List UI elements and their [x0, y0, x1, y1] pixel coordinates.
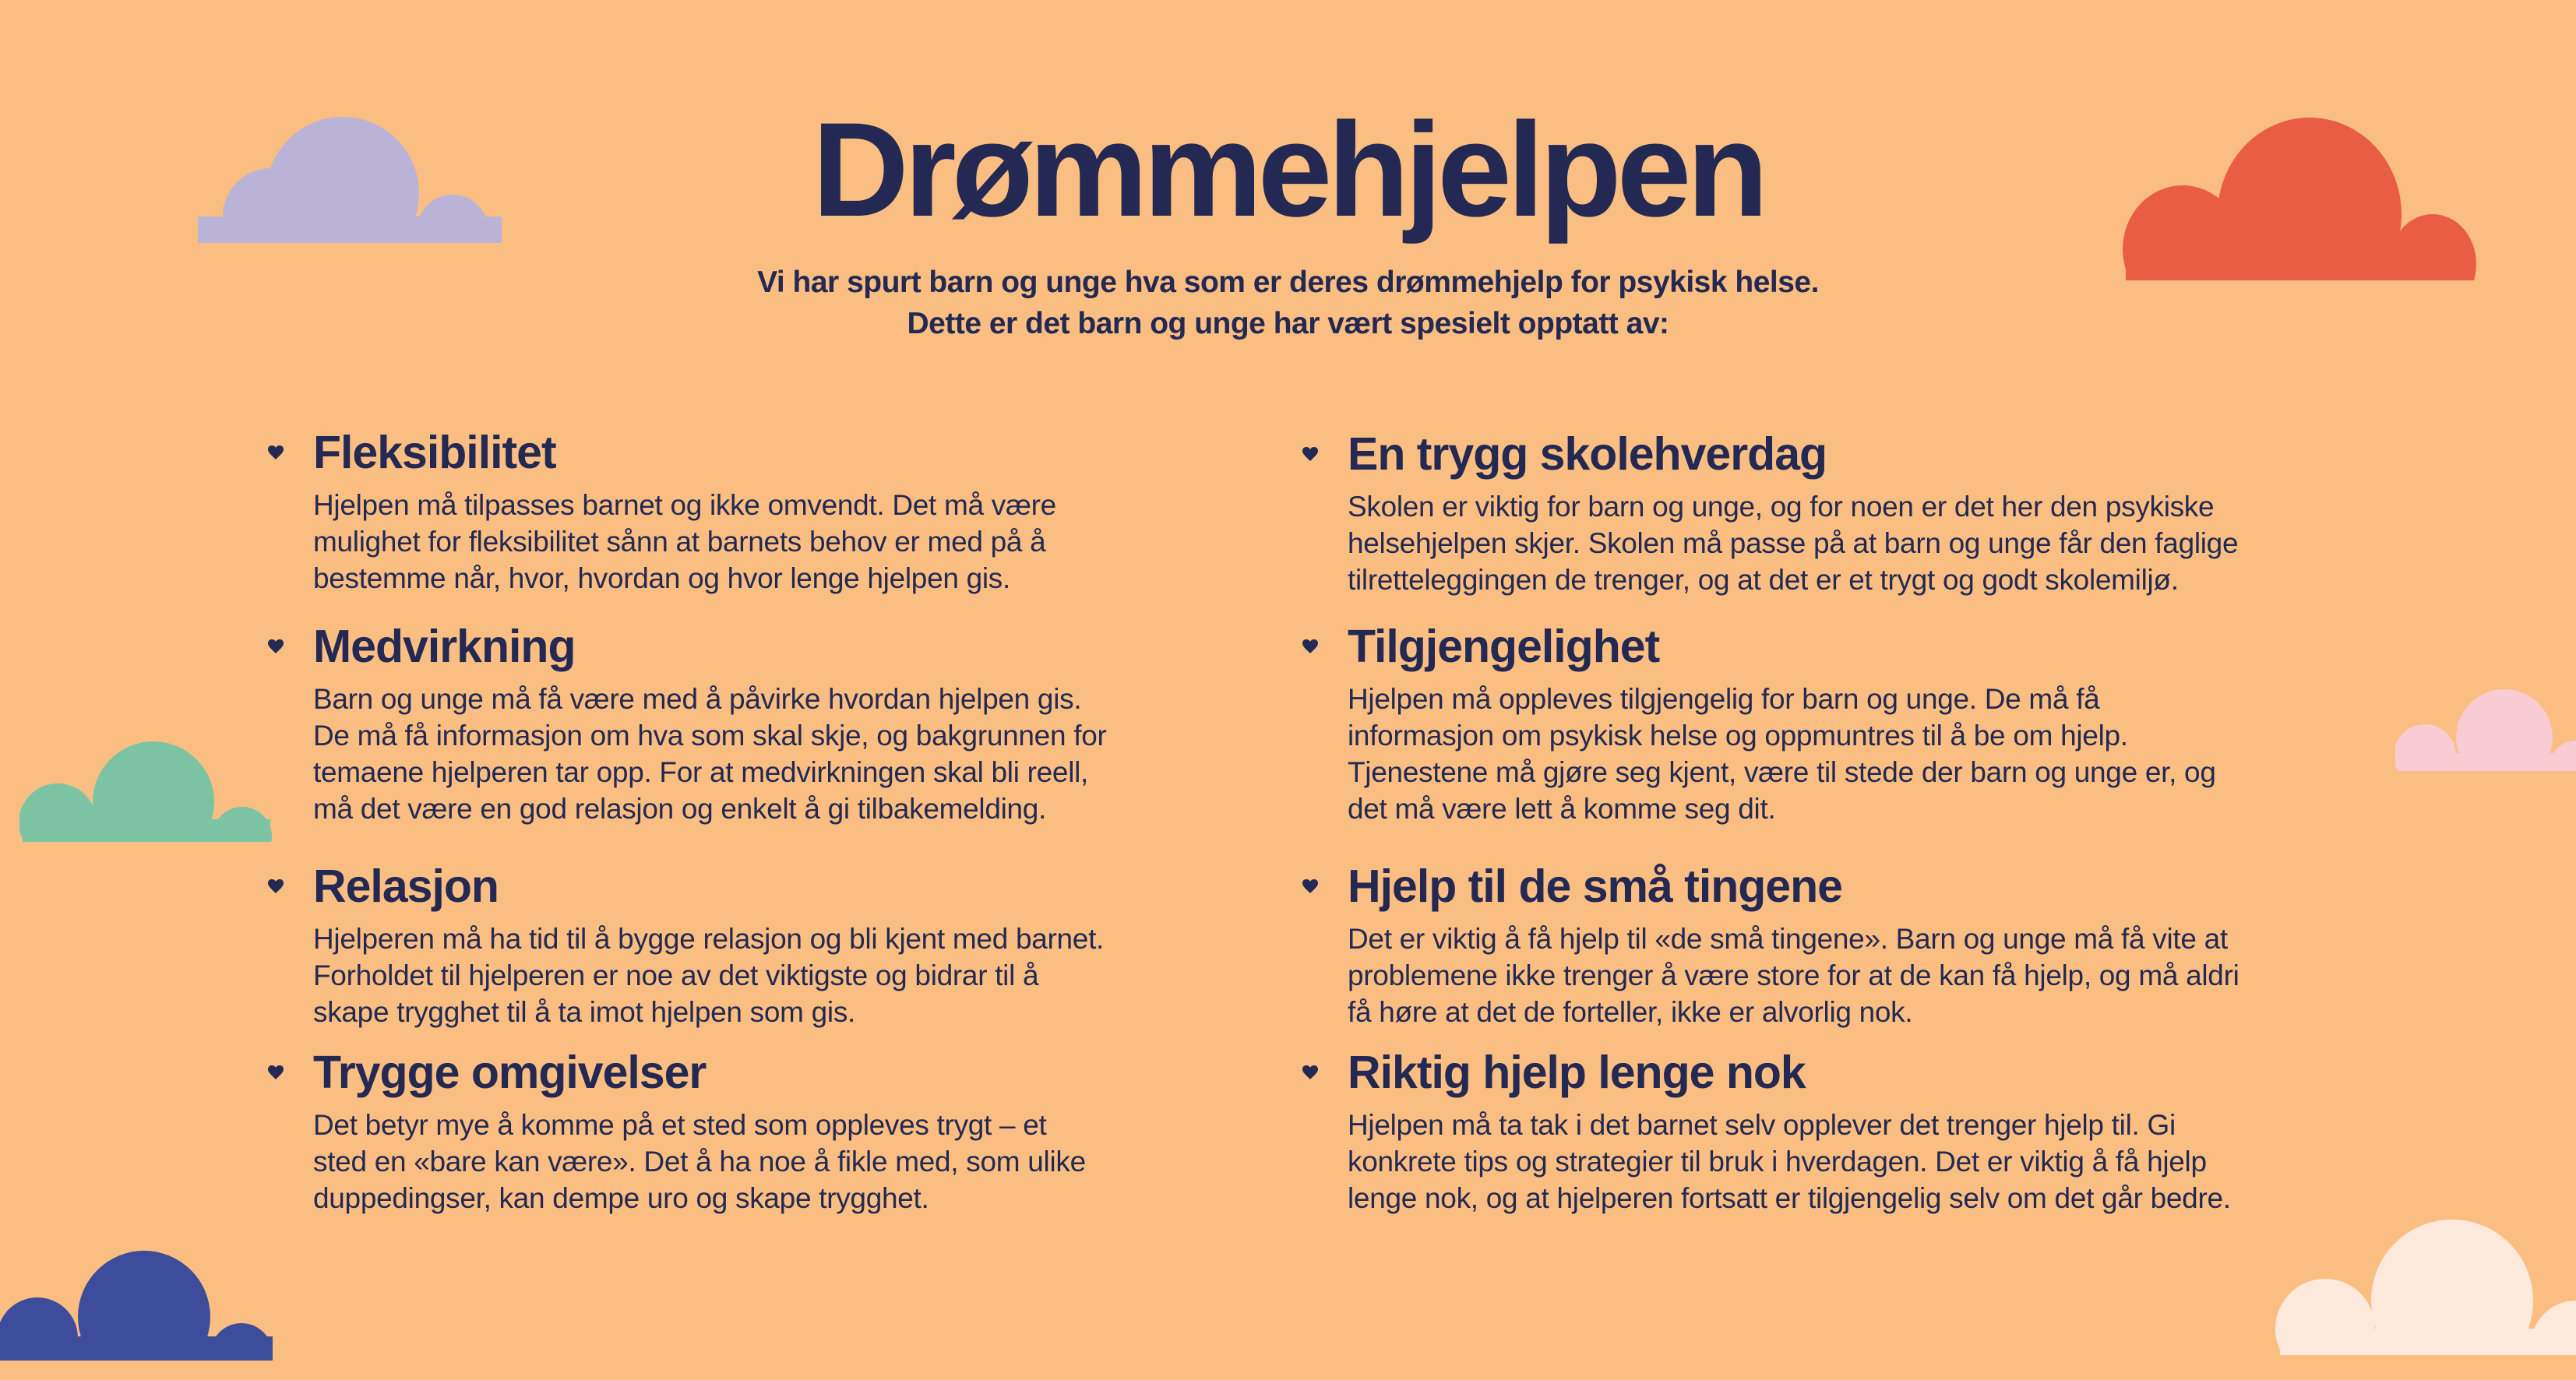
body-line: Hjelpen må tilpasses barnet og ikke omvendt. Det må være: [313, 489, 1056, 521]
body-line: bestemme når, hvor, hvordan og hvor lenge hjelpen gis.: [313, 562, 1010, 594]
list-item-riktig-hjelp-lenge-nok: [1302, 1046, 2354, 1216]
body-line: skape trygghet til å ta imot hjelpen som gis.: [313, 996, 856, 1028]
list-item-relasjon: [268, 860, 1249, 1030]
body-line: det må være lett å komme seg dit.: [1348, 793, 1776, 825]
item-body: [1348, 1107, 2354, 1216]
heart-icon: [268, 879, 290, 893]
list-item-trygge-omgivelser: [268, 1046, 1249, 1216]
heart-icon: [1302, 879, 1324, 893]
item-body: [313, 921, 1249, 1030]
item-title: Hjelp til de små tingene: [1348, 861, 1842, 912]
body-line: tilretteleggingen de trenger, og at det er et trygt og godt skolemiljø.: [1348, 564, 2179, 596]
body-line: lenge nok, og at hjelperen fortsatt er tilgjengelig selv om det går bedre.: [1348, 1182, 2231, 1214]
item-title: Tilgjengelighet: [1348, 621, 1660, 672]
page-title: Drømmehjelpen: [812, 95, 1764, 245]
body-line: Det er viktig å få hjelp til «de små tingene». Barn og unge må få vite at: [1348, 923, 2228, 955]
body-line: mulighet for fleksibilitet sånn at barnets behov er med på å: [313, 526, 1046, 558]
page-subtitle: [0, 262, 2576, 344]
heart-icon: [1302, 1065, 1324, 1079]
subtitle-line: Dette er det barn og unge har vært spesielt opptatt av:: [907, 307, 1669, 340]
item-body: [1348, 921, 2354, 1030]
list-item-hjelp-til-de-sma-tingene: [1302, 860, 2354, 1030]
body-line: problemene ikke trenger å være store for at de kan få hjelp, og må aldri: [1348, 959, 2239, 991]
item-body: [1348, 488, 2354, 598]
body-line: helsehjelpen skjer. Skolen må passe på at barn og unge får den faglige: [1348, 527, 2239, 559]
body-line: De må få informasjon om hva som skal skje, og bakgrunnen for: [313, 720, 1107, 752]
item-title: En trygg skolehverdag: [1348, 428, 1827, 480]
body-line: informasjon om psykisk helse og oppmuntres til å be om hjelp.: [1348, 720, 2128, 752]
body-line: sted en «bare kan være». Det å ha noe å fikle med, som ulike: [313, 1146, 1086, 1178]
item-title: Trygge omgivelser: [313, 1047, 707, 1098]
item-title: Relasjon: [313, 861, 499, 912]
list-item-tilgjengelighet: [1302, 620, 2354, 827]
cloud-navy-icon: [0, 1251, 273, 1361]
body-line: konkrete tips og strategier til bruk i hverdagen. Det er viktig å få hjelp: [1348, 1146, 2207, 1178]
body-line: må det være en god relasjon og enkelt å gi tilbakemelding.: [313, 793, 1047, 825]
heart-icon: [1302, 447, 1324, 461]
item-title: Medvirkning: [313, 621, 576, 672]
cloud-cream-icon: [2275, 1220, 2576, 1355]
heart-icon: [268, 639, 290, 653]
heart-icon: [1302, 639, 1324, 653]
body-line: Forholdet til hjelperen er noe av det viktigste og bidrar til å: [313, 959, 1039, 991]
heart-icon: [268, 1065, 290, 1079]
list-item-medvirkning: [268, 620, 1249, 827]
body-line: temaene hjelperen tar opp. For at medvirkningen skal bli reell,: [313, 756, 1089, 788]
body-line: Barn og unge må få være med å påvirke hvordan hjelpen gis.: [313, 683, 1082, 715]
subtitle-line: Vi har spurt barn og unge hva som er deres drømmehjelp for psykisk helse.: [757, 266, 1819, 299]
list-item-en-trygg-skolehverdag: [1302, 428, 2354, 598]
list-item-fleksibilitet: [268, 426, 1249, 597]
cloud-green-icon: [19, 741, 272, 842]
item-body: [313, 487, 1249, 597]
body-line: Skolen er viktig for barn og unge, og for noen er det her den psykiske: [1348, 491, 2215, 523]
item-title: Riktig hjelp lenge nok: [1348, 1047, 1806, 1098]
body-line: Hjelpen må ta tak i det barnet selv opplever det trenger hjelp til. Gi: [1348, 1109, 2176, 1141]
body-line: duppedingser, kan dempe uro og skape trygghet.: [313, 1182, 929, 1214]
body-line: Tjenestene må gjøre seg kjent, være til stede der barn og unge er, og: [1348, 756, 2216, 788]
item-body: [313, 681, 1249, 827]
cloud-pink-icon: [2395, 689, 2576, 771]
body-line: Hjelpen må oppleves tilgjengelig for barn og unge. De må få: [1348, 683, 2100, 715]
body-line: Det betyr mye å komme på et sted som oppleves trygt – et: [313, 1109, 1047, 1141]
heart-icon: [268, 445, 290, 459]
item-body: [313, 1107, 1249, 1216]
body-line: få høre at det de forteller, ikke er alvorlig nok.: [1348, 996, 1913, 1028]
item-title: Fleksibilitet: [313, 427, 556, 478]
body-line: Hjelperen må ha tid til å bygge relasjon og bli kjent med barnet.: [313, 923, 1105, 955]
item-body: [1348, 681, 2354, 827]
